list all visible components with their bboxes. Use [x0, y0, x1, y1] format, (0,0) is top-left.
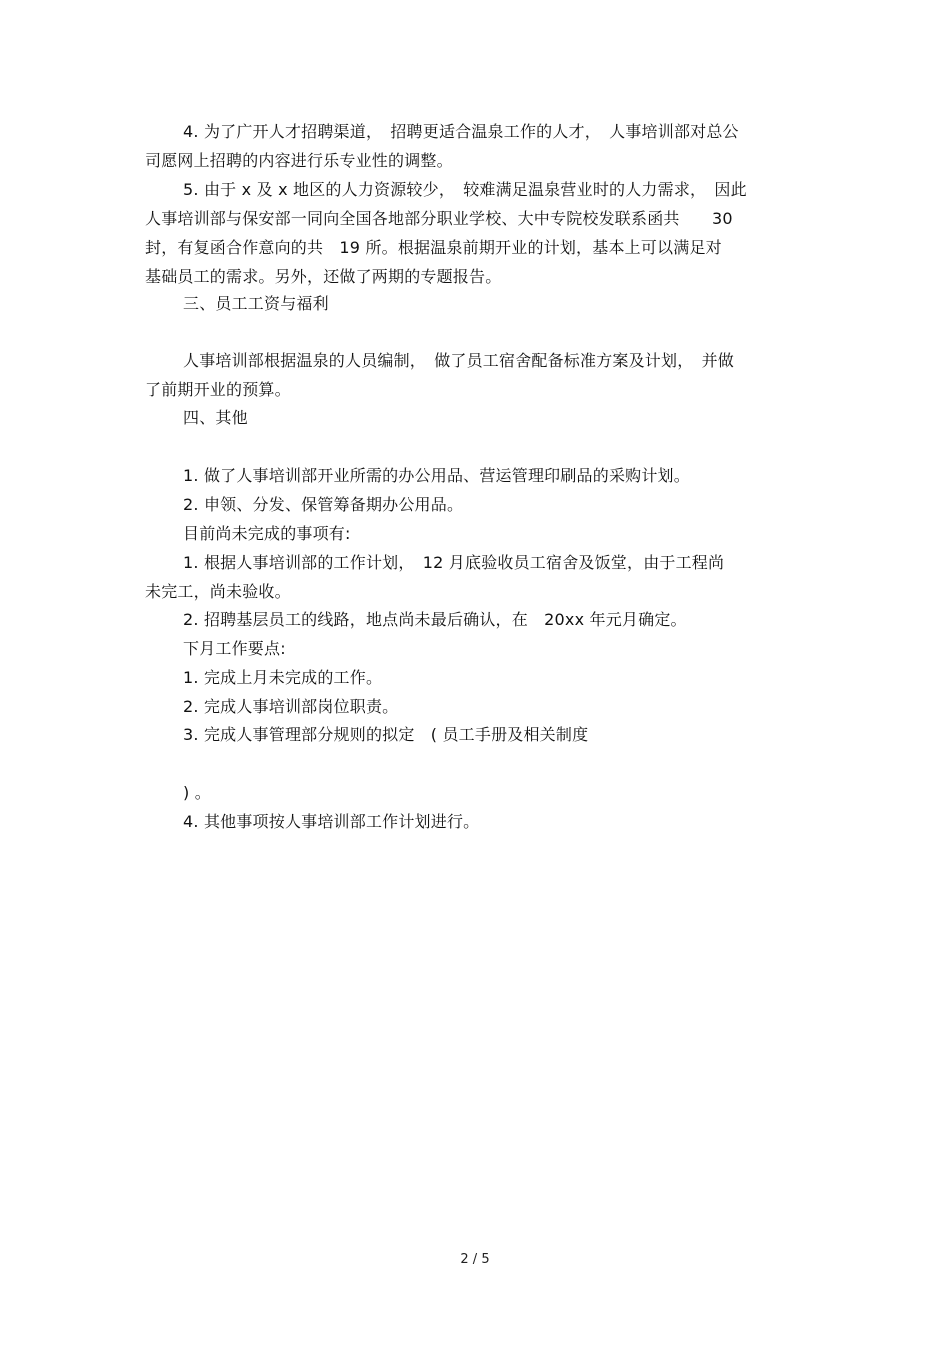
text-line-2: 司愿网上招聘的内容进行乐专业性的调整。 [145, 151, 453, 170]
section-heading-4: 四、其他 [183, 408, 248, 427]
text-line-8: 人事培训部根据温泉的人员编制， 做了员工宿舍配备标准方案及计划， 并做 [183, 351, 735, 370]
text-line-22: 4. 其他事项按人事培训部工作计划进行。 [183, 812, 480, 831]
section-heading-3: 三、员工工资与福利 [183, 294, 329, 313]
text-line-3: 5. 由于 x 及 x 地区的人力资源较少， 较难满足温泉营业时的人力需求， 因此 [183, 180, 747, 199]
text-line-20: 3. 完成人事管理部分规则的拟定 ( 员工手册及相关制度 [183, 725, 589, 744]
text-line-14: 1. 根据人事培训部的工作计划， 12 月底验收员工宿舍及饭堂，由于工程尚 [183, 553, 725, 572]
text-line-18: 1. 完成上月未完成的工作。 [183, 668, 383, 687]
text-line-11: 1. 做了人事培训部开业所需的办公用品、营运管理印刷品的采购计划。 [183, 466, 690, 485]
text-line-15: 未完工，尚未验收。 [145, 582, 291, 601]
text-line-13: 目前尚未完成的事项有: [183, 524, 351, 543]
text-line-16: 2. 招聘基层员工的线路，地点尚未最后确认，在 20xx 年元月确定。 [183, 610, 687, 629]
page-number: 2 / 5 [460, 1252, 490, 1267]
text-line-1: 4. 为了广开人才招聘渠道， 招聘更适合温泉工作的人才， 人事培训部对总公 [183, 122, 739, 141]
text-line-21: ) 。 [183, 783, 211, 802]
text-line-9: 了前期开业的预算。 [145, 380, 291, 399]
text-line-5: 封，有复函合作意向的共 19 所。根据温泉前期开业的计划，基本上可以满足对 [145, 238, 722, 257]
text-line-17: 下月工作要点: [183, 639, 286, 658]
text-line-4: 人事培训部与保安部一同向全国各地部分职业学校、大中专院校发联系函共 30 [145, 209, 733, 228]
text-line-19: 2. 完成人事培训部岗位职责。 [183, 697, 399, 716]
text-line-12: 2. 申领、分发、保管筹备期办公用品。 [183, 495, 464, 514]
text-line-6: 基础员工的需求。另外，还做了两期的专题报告。 [145, 267, 502, 286]
